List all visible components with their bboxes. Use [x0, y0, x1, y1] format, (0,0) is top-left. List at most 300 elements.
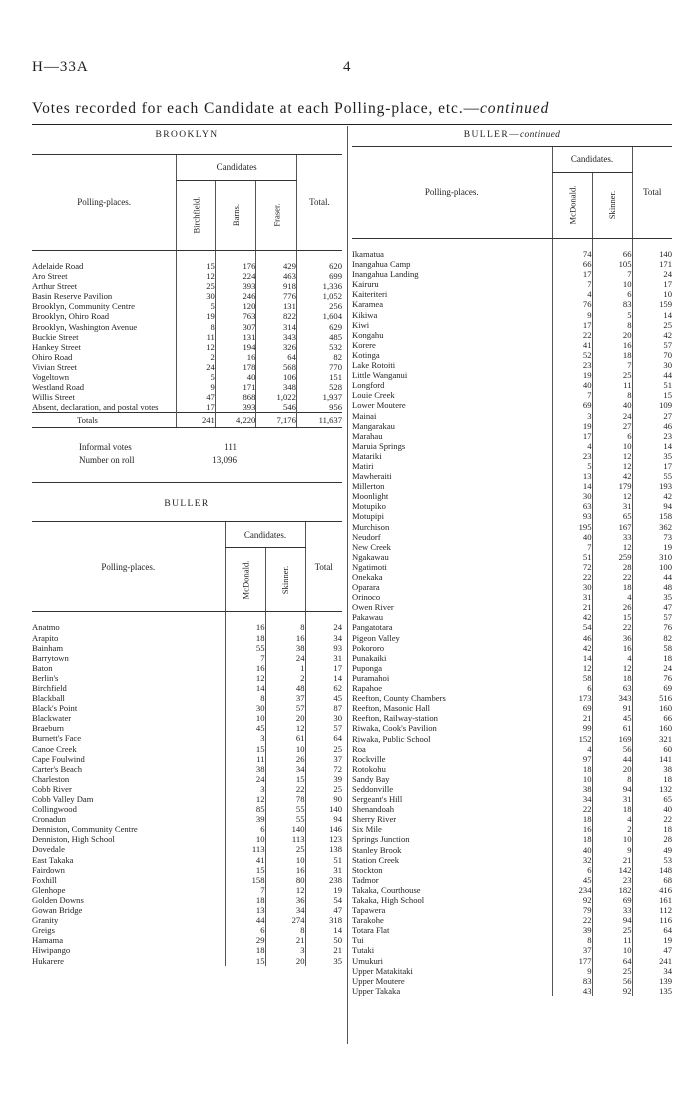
polling-place-name: Pigeon Valley — [352, 632, 400, 643]
vote-count-cell: 100 — [632, 562, 672, 572]
buller-row — [32, 804, 342, 814]
brooklyn-row — [32, 372, 342, 382]
vote-count-cell: 16 — [215, 352, 256, 362]
vote-count-cell: 18 — [632, 824, 672, 834]
vote-count-cell: 131 — [215, 332, 256, 342]
brooklyn-summary — [77, 440, 245, 468]
buller-row — [32, 865, 342, 875]
buller-row — [32, 784, 342, 794]
vote-count-cell: 146 — [305, 824, 342, 834]
buller-row — [352, 824, 672, 834]
buller-row — [352, 491, 672, 501]
vote-count-cell: 34 — [265, 905, 305, 915]
brooklyn-candidate-label: Fraser. — [271, 203, 282, 228]
vote-count-cell: 776 — [256, 291, 297, 301]
vote-count-cell: 92 — [552, 895, 592, 905]
vote-count-cell: 8 — [225, 693, 265, 703]
polling-place-name: Six Mile — [352, 824, 382, 835]
buller-row — [32, 713, 342, 723]
vote-count-cell: 38 — [265, 643, 305, 653]
brooklyn-row — [32, 392, 342, 402]
vote-count-cell: 21 — [552, 602, 592, 612]
vote-count-cell: 7 — [592, 269, 632, 279]
polling-place-name: Reefton, Railway-station — [352, 713, 438, 724]
brooklyn-total-header: Total. — [296, 155, 342, 251]
vote-count-cell: 362 — [632, 522, 672, 532]
polling-place-name: Springs Junction — [352, 834, 410, 845]
vote-count-cell: 132 — [632, 784, 672, 794]
total-cell: 4,220 — [215, 413, 256, 428]
vote-count-cell: 10 — [225, 713, 265, 723]
vote-count-cell: 9 — [592, 845, 632, 855]
left-column — [32, 128, 342, 966]
buller-table-right — [352, 146, 672, 996]
vote-count-cell: 171 — [632, 259, 672, 269]
polling-place-name: Kongahu — [352, 329, 384, 340]
buller-cont-name: BULLER— — [463, 130, 521, 140]
polling-place-name: Louie Creek — [352, 390, 395, 401]
vote-count-cell: 2 — [592, 824, 632, 834]
vote-count-cell: 1,937 — [296, 392, 342, 402]
vote-count-cell: 528 — [296, 382, 342, 392]
vote-count-cell: 177 — [552, 956, 592, 966]
buller-row — [32, 723, 342, 733]
vote-count-cell: 58 — [552, 673, 592, 683]
vote-count-cell: 21 — [592, 855, 632, 865]
buller-row — [352, 905, 672, 915]
column-divider — [347, 126, 348, 1044]
brooklyn-row — [32, 271, 342, 281]
vote-count-cell: 83 — [592, 299, 632, 309]
vote-count-cell: 12 — [177, 342, 215, 352]
vote-count-cell: 321 — [632, 734, 672, 744]
polling-place-name: Punakaiki — [352, 652, 387, 663]
vote-count-cell: 36 — [592, 633, 632, 643]
vote-count-cell: 3 — [265, 945, 305, 955]
vote-count-cell: 11 — [592, 380, 632, 390]
polling-place-name: Arthur Street — [32, 281, 78, 292]
vote-count-cell: 18 — [552, 814, 592, 824]
vote-count-cell: 24 — [225, 774, 265, 784]
vote-count-cell: 90 — [305, 794, 342, 804]
vote-count-cell: 7 — [225, 653, 265, 663]
polling-place-name: Ngakawau — [352, 551, 389, 562]
vote-count-cell: 10 — [592, 441, 632, 451]
vote-count-cell: 63 — [592, 683, 632, 693]
vote-count-cell: 131 — [256, 301, 297, 311]
vote-count-cell: 55 — [265, 814, 305, 824]
vote-count-cell: 26 — [265, 754, 305, 764]
polling-place-name: Neudorf — [352, 531, 381, 542]
polling-place-name: Burnett's Face — [32, 733, 82, 744]
vote-count-cell: 85 — [225, 804, 265, 814]
vote-count-cell: 393 — [215, 402, 256, 413]
vote-count-cell: 116 — [632, 915, 672, 925]
vote-count-cell: 113 — [225, 844, 265, 854]
buller-candidate-label: Skinner. — [606, 191, 617, 220]
vote-count-cell: 23 — [592, 875, 632, 885]
buller-row — [352, 693, 672, 703]
polling-place-name: Karamea — [352, 299, 384, 310]
vote-count-cell: 12 — [177, 271, 215, 281]
vote-count-cell: 44 — [632, 572, 672, 582]
vote-count-cell: 17 — [305, 663, 342, 673]
brooklyn-candidate-header — [256, 181, 297, 251]
buller-row — [352, 754, 672, 764]
vote-count-cell: 51 — [552, 552, 592, 562]
buller-row — [352, 784, 672, 794]
vote-count-cell: 22 — [265, 784, 305, 794]
vote-count-cell: 38 — [632, 764, 672, 774]
polling-place-name: Ngatimoti — [352, 561, 387, 572]
vote-count-cell: 463 — [256, 271, 297, 281]
vote-count-cell: 699 — [296, 271, 342, 281]
buller-row — [352, 431, 672, 441]
polling-place-name: Pangatotara — [352, 622, 393, 633]
buller-row — [32, 935, 342, 945]
vote-count-cell: 50 — [305, 935, 342, 945]
vote-count-cell: 195 — [552, 522, 592, 532]
vote-count-cell: 42 — [632, 330, 672, 340]
vote-count-cell: 23 — [552, 451, 592, 461]
polling-place-name: Brooklyn, Community Centre — [32, 301, 135, 312]
vote-count-cell: 3 — [225, 784, 265, 794]
buller-row — [32, 653, 342, 663]
vote-count-cell: 10 — [592, 834, 632, 844]
buller-row — [352, 966, 672, 976]
top-rule — [32, 124, 672, 125]
polling-place-name: Blackball — [32, 693, 65, 704]
buller-row — [32, 794, 342, 804]
buller-row — [352, 764, 672, 774]
buller-row — [32, 905, 342, 915]
vote-count-cell: 13 — [552, 471, 592, 481]
buller-row — [352, 289, 672, 299]
vote-count-cell: 27 — [632, 411, 672, 421]
vote-count-cell: 12 — [592, 542, 632, 552]
vote-count-cell: 44 — [632, 370, 672, 380]
buller-row — [352, 663, 672, 673]
vote-count-cell: 620 — [296, 261, 342, 271]
vote-count-cell: 10 — [265, 744, 305, 754]
polling-place-name: Foxhill — [32, 874, 57, 885]
vote-count-cell: 22 — [552, 804, 592, 814]
vote-count-cell: 310 — [632, 552, 672, 562]
vote-count-cell: 21 — [305, 945, 342, 955]
vote-count-cell: 246 — [215, 291, 256, 301]
polling-place-name: Owen River — [352, 602, 394, 613]
polling-place-name: Kaiteriteri — [352, 289, 388, 300]
vote-count-cell: 24 — [265, 653, 305, 663]
polling-place-name: Hiwipango — [32, 945, 71, 956]
vote-count-cell: 1,336 — [296, 281, 342, 291]
buller-row — [32, 693, 342, 703]
vote-count-cell: 20 — [265, 956, 305, 966]
vote-count-cell: 4 — [552, 289, 592, 299]
vote-count-cell: 58 — [632, 643, 672, 653]
vote-count-cell: 15 — [592, 612, 632, 622]
polling-place-name: Matariki — [352, 450, 382, 461]
buller-row — [352, 895, 672, 905]
buller-row — [352, 622, 672, 632]
buller-places-header: Polling-places. — [352, 147, 552, 239]
buller-candidate-label: McDonald. — [566, 186, 577, 225]
vote-count-cell: 25 — [592, 925, 632, 935]
vote-count-cell: 93 — [552, 511, 592, 521]
vote-count-cell: 193 — [632, 481, 672, 491]
vote-count-cell: 6 — [552, 683, 592, 693]
vote-count-cell: 18 — [592, 673, 632, 683]
polling-place-name: Takaka, High School — [352, 895, 425, 905]
polling-place-name: Riwaka, Cook's Pavilion — [352, 723, 437, 734]
vote-count-cell: 94 — [305, 814, 342, 824]
vote-count-cell: 72 — [552, 562, 592, 572]
buller-row — [352, 572, 672, 582]
polling-place-name: Hamama — [32, 935, 64, 946]
buller-row — [32, 844, 342, 854]
total-cell: 7,176 — [256, 413, 297, 428]
vote-count-cell: 69 — [632, 683, 672, 693]
vote-count-cell: 106 — [256, 372, 297, 382]
polling-place-name: Greigs — [32, 925, 55, 936]
buller-candidate-label: Skinner. — [279, 565, 290, 595]
buller-row — [32, 633, 342, 643]
totals-label: Totals — [32, 413, 177, 428]
vote-count-cell: 10 — [592, 945, 632, 955]
vote-count-cell: 31 — [552, 592, 592, 602]
vote-count-cell: 135 — [632, 986, 672, 996]
buller-row — [352, 723, 672, 733]
roll-value: 13,096 — [212, 455, 237, 466]
buller-row — [32, 673, 342, 683]
vote-count-cell: 74 — [552, 249, 592, 259]
vote-count-cell: 42 — [632, 491, 672, 501]
vote-count-cell: 10 — [265, 855, 305, 865]
vote-count-cell: 16 — [265, 865, 305, 875]
buller-row — [32, 895, 342, 905]
buller-row — [352, 360, 672, 370]
vote-count-cell: 22 — [592, 572, 632, 582]
vote-count-cell: 12 — [592, 491, 632, 501]
polling-place-name: Motupiko — [352, 501, 386, 512]
vote-count-cell: 40 — [552, 380, 592, 390]
vote-count-cell: 25 — [592, 370, 632, 380]
vote-count-cell: 22 — [592, 622, 632, 632]
polling-place-name: Puponga — [352, 662, 383, 673]
vote-count-cell: 22 — [552, 915, 592, 925]
buller-row — [32, 643, 342, 653]
vote-count-cell: 348 — [256, 382, 297, 392]
polling-place-name: Lake Rotoiti — [352, 360, 396, 371]
polling-place-name: Arapito — [32, 632, 59, 643]
buller-row — [352, 865, 672, 875]
vote-count-cell: 39 — [305, 774, 342, 784]
buller-row — [352, 330, 672, 340]
vote-count-cell: 4 — [592, 653, 632, 663]
polling-place-name: Adelaide Road — [32, 261, 84, 271]
polling-place-name: Sherry River — [352, 814, 397, 825]
vote-count-cell: 17 — [552, 320, 592, 330]
vote-count-cell: 326 — [256, 342, 297, 352]
vote-count-cell: 15 — [225, 865, 265, 875]
vote-count-cell: 51 — [632, 380, 672, 390]
polling-place-name: Bainham — [32, 642, 64, 653]
vote-count-cell: 2 — [177, 352, 215, 362]
brooklyn-row — [32, 311, 342, 321]
vote-count-cell: 176 — [215, 261, 256, 271]
polling-place-name: Cronadun — [32, 814, 66, 825]
polling-place-name: Anatmo — [32, 622, 60, 633]
buller-row — [352, 673, 672, 683]
vote-count-cell: 33 — [592, 905, 632, 915]
vote-count-cell: 142 — [592, 865, 632, 875]
vote-count-cell: 4 — [552, 744, 592, 754]
vote-count-cell: 4 — [592, 814, 632, 824]
buller-row — [352, 299, 672, 309]
polling-place-name: Tapawera — [352, 905, 386, 916]
vote-count-cell: 16 — [592, 643, 632, 653]
vote-count-cell: 770 — [296, 362, 342, 372]
vote-count-cell: 65 — [592, 511, 632, 521]
polling-place-name: Seddonville — [352, 783, 394, 794]
vote-count-cell: 429 — [256, 261, 297, 271]
vote-count-cell: 42 — [552, 612, 592, 622]
vote-count-cell: 94 — [592, 915, 632, 925]
buller-row — [352, 542, 672, 552]
vote-count-cell: 546 — [256, 402, 297, 413]
buller-row — [352, 935, 672, 945]
polling-place-name: Onekaka — [352, 572, 383, 582]
vote-count-cell: 31 — [305, 653, 342, 663]
buller-row — [352, 552, 672, 562]
vote-count-cell: 7 — [592, 360, 632, 370]
vote-count-cell: 18 — [225, 633, 265, 643]
polling-place-name: Tutaki — [352, 945, 375, 956]
polling-place-name: Maruia Springs — [352, 440, 406, 451]
vote-count-cell: 79 — [552, 905, 592, 915]
vote-count-cell: 18 — [592, 804, 632, 814]
buller-places-header: Polling-places. — [32, 522, 225, 612]
vote-count-cell: 15 — [265, 774, 305, 784]
vote-count-cell: 120 — [215, 301, 256, 311]
vote-count-cell: 41 — [225, 855, 265, 865]
vote-count-cell: 18 — [552, 764, 592, 774]
polling-place-name: Baton — [32, 662, 53, 673]
buller-candidates-header: Candidates. — [225, 522, 305, 548]
vote-count-cell: 6 — [592, 431, 632, 441]
vote-count-cell: 8 — [552, 935, 592, 945]
polling-place-name: Cobb Valley Dam — [32, 794, 94, 804]
buller-row — [352, 703, 672, 713]
vote-count-cell: 47 — [632, 602, 672, 612]
polling-place-name: Westland Road — [32, 382, 85, 393]
vote-count-cell: 140 — [265, 824, 305, 834]
buller-row — [352, 269, 672, 279]
vote-count-cell: 12 — [225, 673, 265, 683]
vote-count-cell: 94 — [592, 784, 632, 794]
vote-count-cell: 25 — [305, 784, 342, 794]
buller-table-left — [32, 521, 342, 965]
page-title — [32, 100, 672, 118]
polling-place-name: Ikamatua — [352, 249, 384, 259]
vote-count-cell: 19 — [177, 311, 215, 321]
vote-count-cell: 241 — [632, 956, 672, 966]
buller-row — [352, 814, 672, 824]
vote-count-cell: 8 — [592, 774, 632, 784]
vote-count-cell: 30 — [305, 713, 342, 723]
vote-count-cell: 42 — [552, 643, 592, 653]
vote-count-cell: 15 — [632, 390, 672, 400]
vote-count-cell: 18 — [592, 582, 632, 592]
vote-count-cell: 27 — [592, 421, 632, 431]
vote-count-cell: 34 — [632, 966, 672, 976]
vote-count-cell: 3 — [225, 733, 265, 743]
roll-label: Number on roll — [79, 455, 135, 466]
vote-count-cell: 76 — [552, 299, 592, 309]
buller-row — [32, 663, 342, 673]
polling-place-name: Millerton — [352, 481, 385, 492]
vote-count-cell: 25 — [177, 281, 215, 291]
buller-row — [352, 380, 672, 390]
brooklyn-candidate-header — [215, 181, 256, 251]
vote-count-cell: 17 — [632, 279, 672, 289]
vote-count-cell: 91 — [592, 703, 632, 713]
polling-place-name: Carter's Beach — [32, 763, 82, 774]
polling-place-name: Vogeltown — [32, 372, 70, 383]
buller-row — [32, 733, 342, 743]
vote-count-cell: 14 — [305, 925, 342, 935]
buller-row — [352, 249, 672, 259]
vote-count-cell: 53 — [632, 855, 672, 865]
vote-count-cell: 24 — [632, 269, 672, 279]
vote-count-cell: 26 — [592, 602, 632, 612]
polling-place-name: Kairuru — [352, 279, 379, 290]
brooklyn-places-header: Polling-places. — [32, 155, 177, 251]
polling-place-name: Brooklyn, Ohiro Road — [32, 311, 110, 322]
buller-row — [32, 834, 342, 844]
vote-count-cell: 62 — [305, 683, 342, 693]
vote-count-cell: 82 — [632, 633, 672, 643]
buller-row — [32, 956, 342, 966]
brooklyn-candidates-header: Candidates — [177, 155, 297, 181]
vote-count-cell: 17 — [552, 431, 592, 441]
title-main: Votes recorded for each Candidate at each Polling-place, etc.— — [32, 100, 481, 117]
vote-count-cell: 18 — [225, 895, 265, 905]
polling-place-name: Mangarakau — [352, 420, 395, 431]
polling-place-name: Vivian Street — [32, 361, 78, 372]
polling-place-name: Rapahoe — [352, 683, 383, 694]
polling-place-name: Glenhope — [32, 884, 66, 895]
vote-count-cell: 45 — [552, 875, 592, 885]
vote-count-cell: 46 — [632, 421, 672, 431]
vote-count-cell: 57 — [265, 703, 305, 713]
vote-count-cell: 63 — [552, 501, 592, 511]
vote-count-cell: 182 — [592, 885, 632, 895]
total-cell: 11,637 — [296, 413, 342, 428]
polling-place-name: Cobb River — [32, 783, 72, 794]
buller-row — [352, 744, 672, 754]
buller-continued-title — [352, 128, 672, 142]
buller-row — [352, 633, 672, 643]
vote-count-cell: 485 — [296, 332, 342, 342]
vote-count-cell: 868 — [215, 392, 256, 402]
vote-count-cell: 8 — [265, 925, 305, 935]
vote-count-cell: 24 — [592, 411, 632, 421]
buller-row — [352, 400, 672, 410]
vote-count-cell: 19 — [305, 885, 342, 895]
buller-row — [352, 340, 672, 350]
polling-place-name: Berlin's — [32, 672, 59, 683]
